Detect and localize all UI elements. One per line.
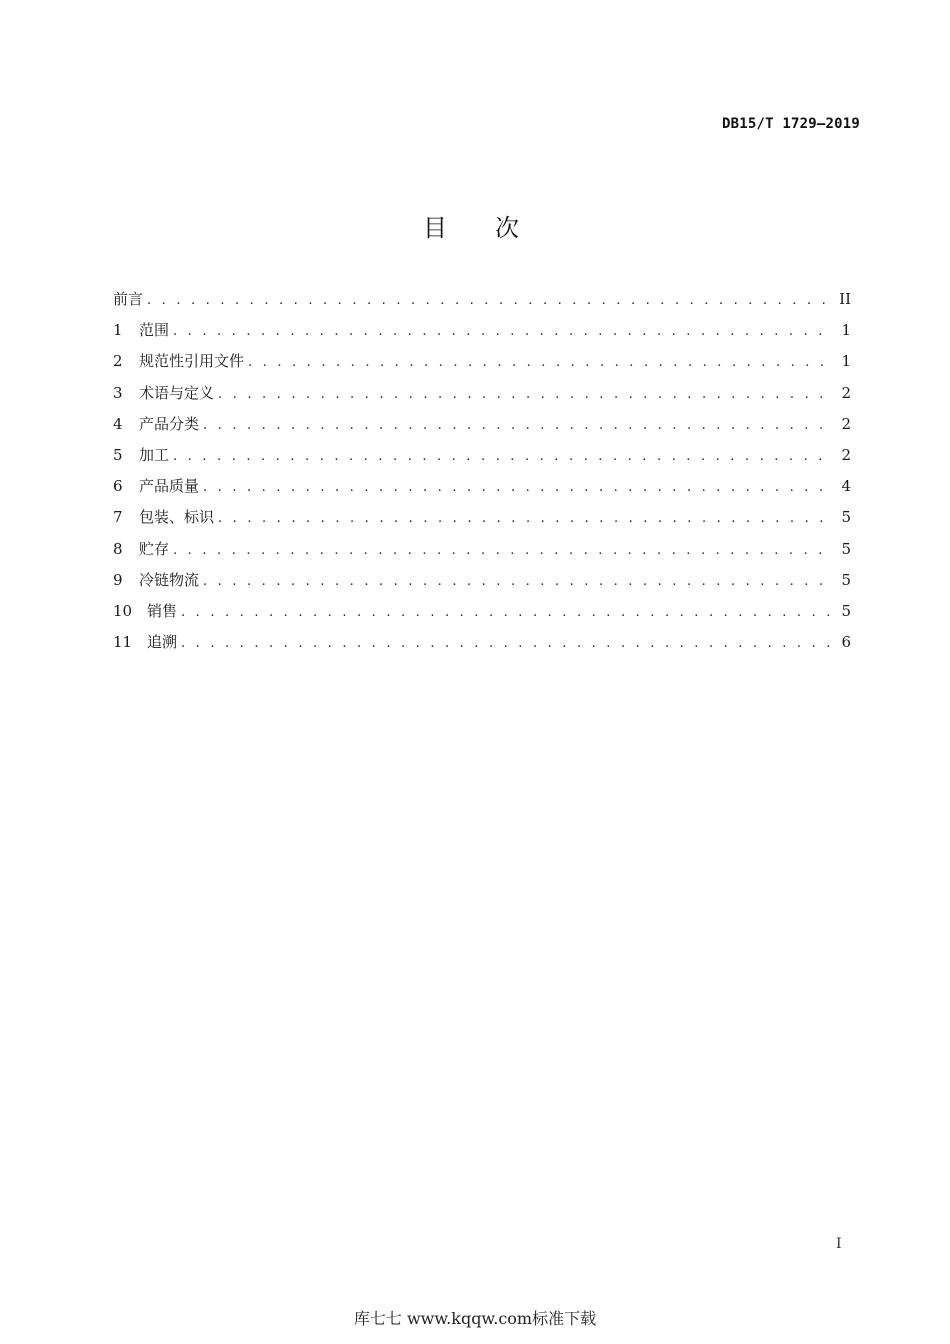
toc-leader-dots: [218, 507, 833, 531]
toc-entry-number: 7: [113, 508, 123, 527]
toc-leader-dots: [173, 320, 833, 344]
toc-entry-number: 9: [113, 570, 123, 589]
toc-entry-page: 2: [841, 383, 851, 402]
toc-entry-4[interactable]: [113, 412, 851, 443]
toc-entry-preface[interactable]: [113, 287, 851, 318]
toc-entry-label: 加工: [139, 445, 170, 464]
toc-entry-page: 5: [841, 570, 851, 589]
table-of-contents: [113, 287, 851, 661]
footer-watermark: 库七七 www.kqqw.com标准下载: [353, 1309, 597, 1328]
toc-entry-page: 2: [841, 414, 851, 433]
toc-entry-label: 包装、标识: [139, 508, 215, 527]
toc-leader-dots: [181, 632, 833, 656]
toc-entry-page: 2: [841, 445, 851, 464]
toc-entry-number: 2: [113, 352, 123, 371]
toc-entry-number: 1: [113, 321, 123, 340]
toc-leader-dots: [203, 570, 833, 594]
toc-entry-8[interactable]: [113, 537, 851, 568]
toc-leader-dots: [218, 383, 833, 407]
toc-entry-number: 5: [113, 445, 123, 464]
toc-entry-label: 贮存: [139, 539, 170, 558]
toc-entry-label: 规范性引用文件: [139, 352, 245, 371]
toc-entry-6[interactable]: [113, 474, 851, 505]
page-title: 目次: [423, 214, 567, 242]
toc-entry-number: 10: [113, 601, 133, 620]
toc-entry-number: 6: [113, 477, 123, 496]
toc-leader-dots: [203, 414, 833, 438]
toc-entry-label: 冷链物流: [139, 570, 200, 589]
toc-entry-page: 4: [841, 477, 851, 496]
toc-entry-page: II: [839, 290, 851, 308]
toc-entry-5[interactable]: [113, 443, 851, 474]
toc-leader-dots: [147, 289, 831, 313]
toc-entry-number: 11: [113, 633, 133, 652]
toc-entry-number: 4: [113, 414, 123, 433]
toc-entry-7[interactable]: [113, 505, 851, 536]
toc-entry-label: 追溯: [147, 633, 178, 652]
toc-entry-10[interactable]: [113, 599, 851, 630]
toc-entry-number: 8: [113, 539, 123, 558]
toc-entry-page: 1: [841, 352, 851, 371]
toc-entry-label: 前言: [113, 290, 144, 308]
toc-leader-dots: [248, 351, 833, 375]
toc-entry-label: 范围: [139, 321, 170, 340]
document-code: DB15/T 1729—2019: [721, 116, 860, 132]
toc-entry-2[interactable]: [113, 349, 851, 380]
toc-entry-page: 1: [841, 321, 851, 340]
page-number: I: [836, 1236, 842, 1252]
toc-entry-label: 产品分类: [139, 414, 200, 433]
toc-entry-page: 5: [841, 508, 851, 527]
toc-leader-dots: [173, 445, 833, 469]
toc-leader-dots: [181, 601, 833, 625]
toc-entry-3[interactable]: [113, 381, 851, 412]
toc-entry-9[interactable]: [113, 568, 851, 599]
toc-entry-11[interactable]: [113, 630, 851, 661]
toc-entry-label: 术语与定义: [139, 383, 215, 402]
toc-leader-dots: [173, 539, 833, 563]
toc-entry-page: 6: [841, 633, 851, 652]
toc-entry-page: 5: [841, 601, 851, 620]
toc-entry-page: 5: [841, 539, 851, 558]
toc-entry-label: 销售: [147, 601, 178, 620]
toc-entry-label: 产品质量: [139, 477, 200, 496]
toc-entry-number: 3: [113, 383, 123, 402]
toc-leader-dots: [203, 476, 833, 500]
toc-entry-1[interactable]: [113, 318, 851, 349]
